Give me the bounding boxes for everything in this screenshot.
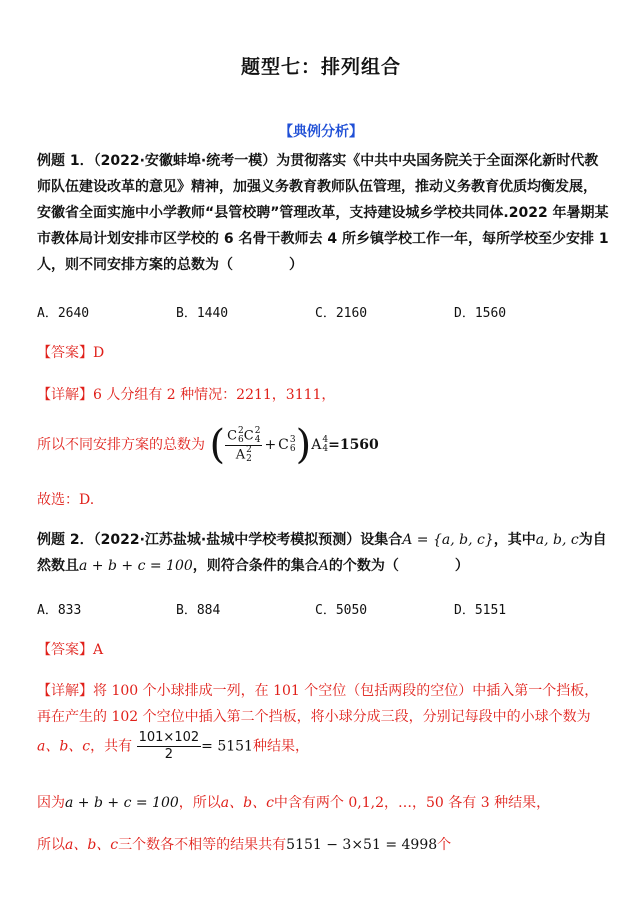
example-1-detail: 【详解】6 人分组有 2 种情况：2211，3111，: [37, 387, 336, 403]
example-1-answer: 【答案】D: [37, 345, 105, 361]
option-d: D．1560: [454, 306, 507, 321]
option-b: B．1440: [176, 306, 229, 321]
example-2-line-2: 因为a + b + c = 100，所以a、b、c中含有两个 0,1,2，…，50 各有 3 种结果，: [37, 795, 551, 811]
combination-formula: ( C 2 6 C 2 4 A 2 2 + C 3 6 ) A 4 4 =1560: [209, 422, 379, 468]
option-d: D．5151: [454, 603, 507, 618]
section-heading: 【典例分析】: [279, 124, 363, 140]
example-2-question: 例题 2．（2022·江苏盐城·盐城中学校考模拟预测）设集合A = {a, b, c}，其中a, b, c为自然数且a + b + c = 100，则符合条件的集合A的个数为（ ）: [37, 532, 607, 574]
example-2-options: [37, 599, 609, 618]
option-a: A．2640: [37, 306, 90, 321]
example-2-detail: 【详解】将 100 个小球排成一列，在 101 个空位（包括两段的空位）中插入第一个挡板，再在产生的 102 个空位中插入第二个挡板，将小球分成三段，分别记每段中的小球个数为a、b、c，共有 $\frac{101\times 102}{2}$ = 5151种结果，: [37, 683, 599, 762]
option-c: C．2160: [315, 306, 368, 321]
example-1-question: 例题 1．（2022·安徽蚌埠·统考一模）为贯彻落实《中共中央国务院关于全面深化新时代教师队伍建设改革的意见》精神，加强义务教育教师队伍管理，推动义务教育优质均衡发展，安徽省全面实施中小学教师“县管校聘”管理改革，支持建设城乡学校共同体.2022 年暑期某市教体局计划安排市区学校的 6 名骨干教师去 4 所乡镇学校工作一年，每所学校至少安排 1 人，则不同安排方案的总数为（ ）: [37, 153, 609, 273]
option-c: C．5050: [315, 603, 368, 618]
example-2-line-3: 所以a、b、c三个数各不相等的结果共有5151 − 3×51 = 4998个: [37, 837, 452, 853]
example-1-formula-line: 所以不同安排方案的总数为 ( C 2 6 C 2 4 A 2 2 + C 3 6 ) A 4 4 =1560: [37, 422, 379, 468]
count-fraction: $\frac{101\times 102}{2}$: [138, 730, 200, 762]
page-title: 题型七：排列组合: [240, 56, 401, 78]
option-b: B．884: [176, 603, 221, 618]
option-a: A．833: [37, 603, 82, 618]
example-1-conclusion: 故选：D.: [37, 492, 95, 508]
example-2-answer: 【答案】A: [37, 642, 104, 658]
example-1-options: [37, 302, 609, 321]
